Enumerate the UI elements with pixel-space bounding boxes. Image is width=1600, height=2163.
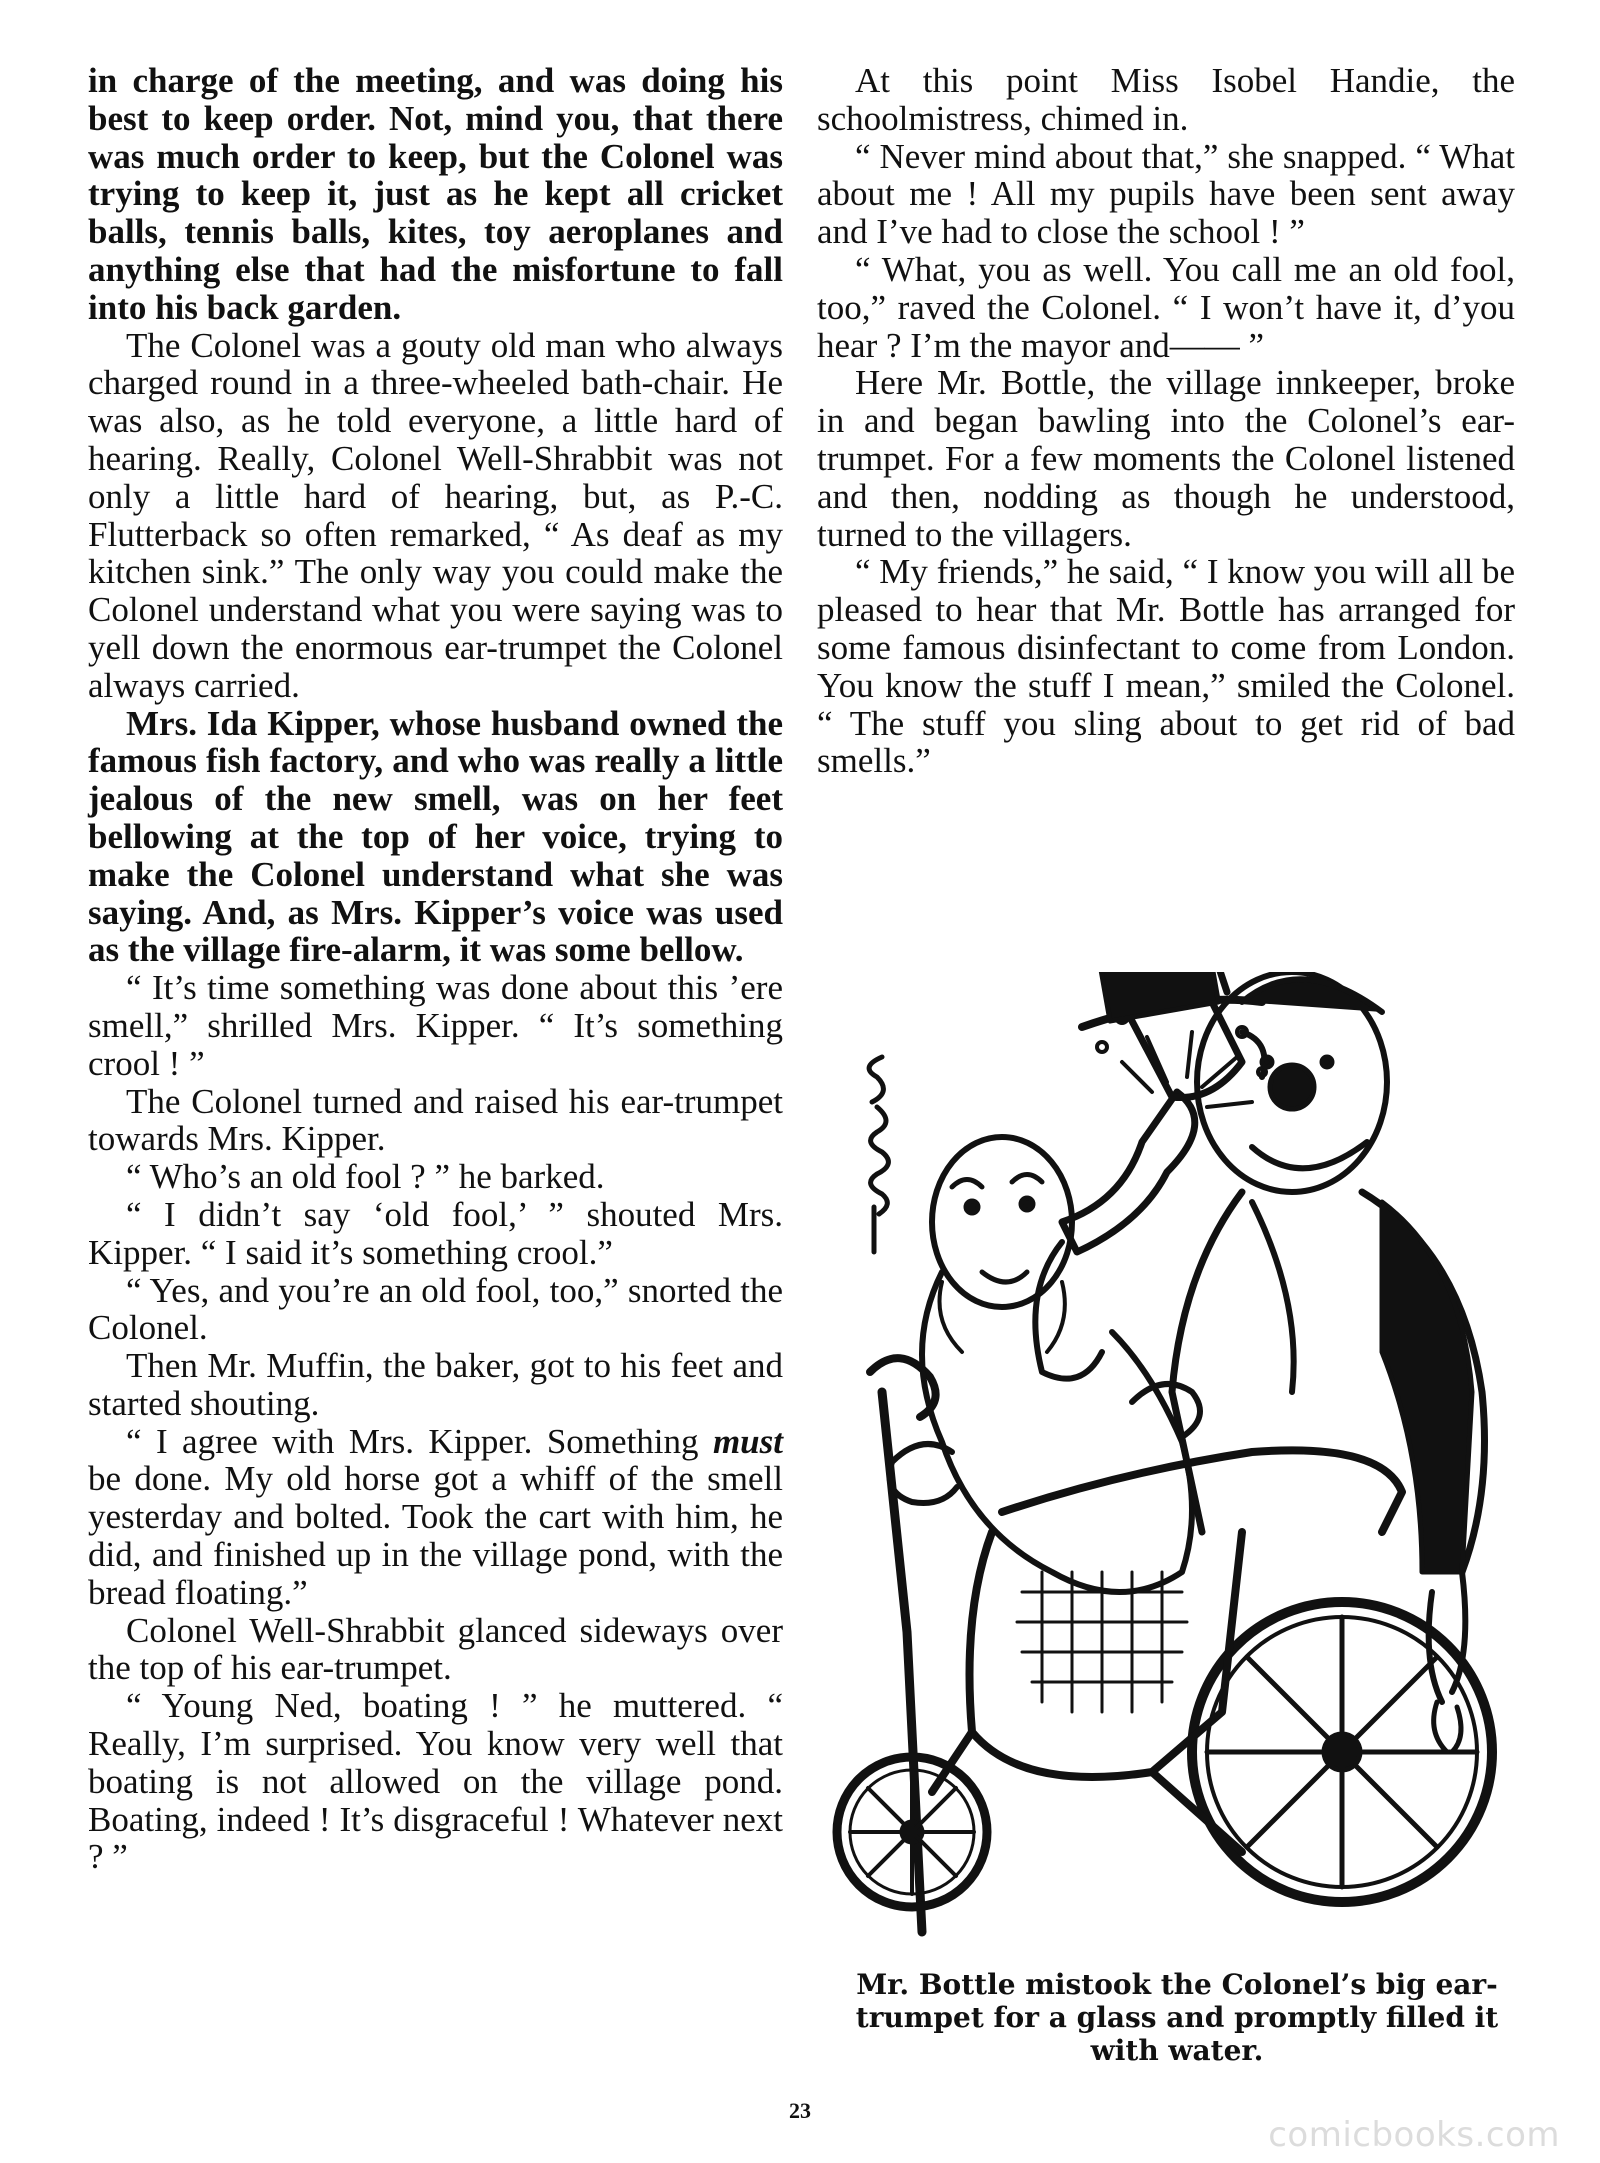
right-text-column [817,62,1515,780]
paragraph-10 [88,1423,783,1612]
illustration-caption: Mr. Bottle mistook the Colonel’s big ear-trumpet for a glass and promptly filled it with water. [855,1968,1499,2067]
paragraph-9: Then Mr. Muffin, the baker, got to his feet and started shouting. [88,1346,783,1423]
watermark: comicbooks.com [1268,2115,1560,2155]
paragraph-3: Mrs. Ida Kipper, whose husband owned the famous fish factory, and who was really a little jealous of the new smell, was on her feet bellowing at the top of her voice, trying to make the Colonel understand what she was saying. And, as Mrs. Kipper’s voice was used as the village fire-alarm, it was some bellow. [88,703,783,970]
paragraph-r3: “ What, you as well. You call me an old fool, too,” raved the Colonel. “ I won’t have it, d’you hear ? I’m the mayor and—— ” [817,249,1515,365]
paragraph-r2: “ Never mind about that,” she snapped. “ What about me ! All my pupils have been sent away and I’ve had to close the school ! ” [817,136,1515,252]
paragraph-10-end: be done. My old horse got a whiff of the smell yesterday and bolted. Took the cart with him, he did, and finished up in the village pond, with the bread floating.” [88,1459,783,1612]
paragraph-2: The Colonel was a gouty old man who always charged round in a three-wheeled bath-chair. He was also, as he told everyone, a little hard of hearing. Really, Colonel Well-Shrabbit was not only a little hard of hearing, but, as P.-C. Flutterback so often remarked, “ As deaf as my kitchen sink.” The only way you could make the Colonel understand what you were saying was to yell down the enormous ear-trumpet the Colonel always carried. [88,325,783,705]
paragraph-r5: “ My friends,” he said, “ I know you will all be pleased to hear that Mr. Bottle has arranged for some famous disinfectant to come from London. You know the stuff I mean,” smiled the Colonel. “ The stuff you sling about to get rid of bad smells.” [817,552,1515,781]
paragraph-1: in charge of the meeting, and was doing his best to keep order. Not, mind you, that there was much order to keep, but the Colonel was trying to keep it, just as he kept all cricket balls, tennis balls, kites, toy aeroplanes and anything else that had the misfortune to fall into his back garden. [88,61,783,327]
paragraph-r1: At this point Miss Isobel Handie, the schoolmistress, chimed in. [817,61,1515,138]
paragraph-5: The Colonel turned and raised his ear-trumpet towards Mrs. Kipper. [88,1081,783,1159]
cartoon-illustration [822,972,1512,1962]
paragraph-10-start: “ I agree with Mrs. Kipper. Something [126,1421,713,1461]
paragraph-r4: Here Mr. Bottle, the village innkeeper, broke in and began bawling into the Colonel’s ear-trumpet. For a few moments the Colonel listened and then, nodding as though he understood, turned to the villagers. [817,363,1515,554]
paragraph-7: “ I didn’t say ‘old fool,’ ” shouted Mrs. Kipper. “ I said it’s something crool.” [88,1194,783,1272]
left-text-column [88,62,783,1876]
emphasis-must: must [712,1421,783,1461]
page-number: 23 [789,2098,811,2123]
paragraph-4: “ It’s time something was done about this ’ere smell,” shrilled Mrs. Kipper. “ It’s something crool ! ” [88,968,783,1083]
paragraph-12: “ Young Ned, boating ! ” he muttered. “ Really, I’m surprised. You know very well that boating is not allowed on the village pond. Boating, indeed ! It’s disgraceful ! Whatever next ? ” [88,1686,783,1877]
paragraph-6: “ Who’s an old fool ? ” he barked. [126,1157,605,1197]
paragraph-8: “ Yes, and you’re an old fool, too,” snorted the Colonel. [88,1270,783,1348]
cartoon-drawing [822,972,1512,1962]
paragraph-11: Colonel Well-Shrabbit glanced sideways over the top of his ear-trumpet. [88,1610,783,1688]
